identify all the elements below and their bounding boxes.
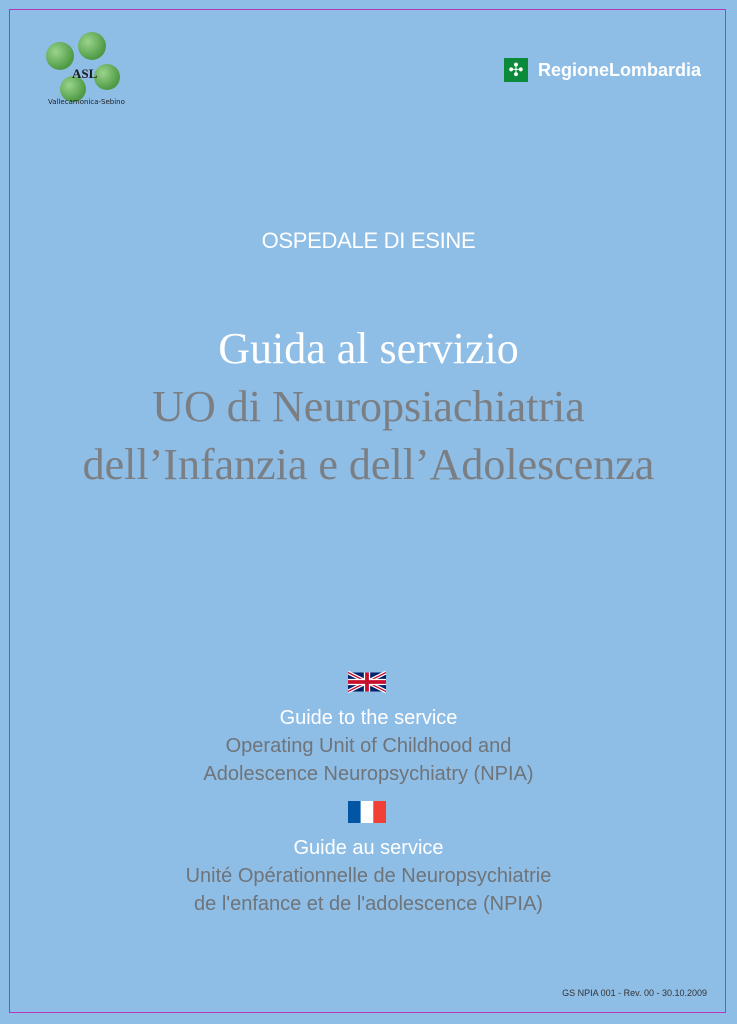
document-code: GS NPIA 001 - Rev. 00 - 30.10.2009 xyxy=(562,988,707,998)
english-guide-title: Guide to the service xyxy=(279,707,458,729)
title-line-3: dell’Infanzia e dell’Adolescenza xyxy=(82,440,655,489)
regione-lombardia-logo xyxy=(504,58,701,82)
french-line-2: Unité Opérationnelle de Neuropsychiatrie xyxy=(185,865,552,887)
region-name: RegioneLombardia xyxy=(537,59,701,80)
lombardy-rose-icon: ✣ xyxy=(504,58,528,82)
english-line-3: Adolescence Neuropsychiatry (NPIA) xyxy=(203,763,534,785)
english-line-2: Operating Unit of Childhood and xyxy=(225,735,512,757)
asl-logo-text: ASL xyxy=(72,66,98,81)
uk-flag-icon xyxy=(348,671,386,693)
title-line-2: UO di Neuropsiachiatria xyxy=(152,382,585,431)
asl-logo xyxy=(40,30,130,115)
hospital-name: OSPEDALE DI ESINE xyxy=(261,228,476,253)
french-flag-icon xyxy=(348,801,386,823)
french-line-3: de l'enfance et de l'adolescence (NPIA) xyxy=(194,893,543,915)
french-guide-title: Guide au service xyxy=(293,837,444,859)
title-line-1: Guida al servizio xyxy=(218,324,519,373)
asl-logo-subtext: Vallecamonica-Sebino xyxy=(48,98,125,106)
